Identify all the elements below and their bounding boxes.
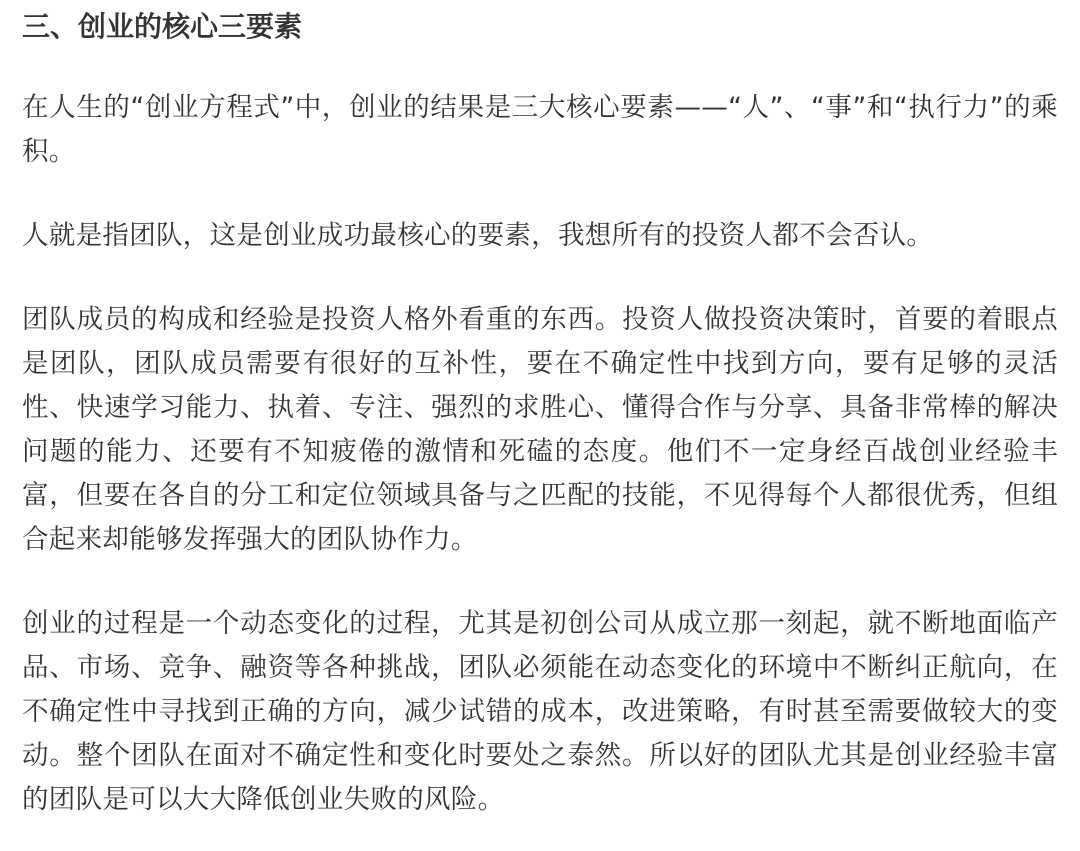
paragraph-1: 在人生的“创业方程式”中，创业的结果是三大核心要素——“人”、“事”和“执行力”的乘积。 xyxy=(22,92,1058,167)
section-heading: 三、创业的核心三要素 xyxy=(22,10,303,43)
article-body xyxy=(22,8,1058,822)
paragraph-3: 团队成员的构成和经验是投资人格外看重的东西。投资人做投资决策时，首要的着眼点是团队，团队成员需要有很好的互补性，要在不确定性中找到方向，要有足够的灵活性、快速学习能力、执着、专注、强烈的求胜心、懂得合作与分享、具备非常棒的解决问题的能力、还要有不知疲倦的激情和死磕的态度。他们不一定身经百战创业经验丰富，但要在各自的分工和定位领域具备与之匹配的技能，不见得每个人都很优秀，但组合起来却能够发挥强大的团队协作力。 xyxy=(22,304,1058,555)
paragraph-2: 人就是指团队，这是创业成功最核心的要素，我想所有的投资人都不会否认。 xyxy=(22,220,934,251)
paragraph-4: 创业的过程是一个动态变化的过程，尤其是初创公司从成立那一刻起，就不断地面临产品、市场、竞争、融资等各种挑战，团队必须能在动态变化的环境中不断纠正航向，在不确定性中寻找到正确的方向，减少试错的成本，改进策略，有时甚至需要做较大的变动。整个团队在面对不确定性和变化时要处之泰然。所以好的团队尤其是创业经验丰富的团队是可以大大降低创业失败的风险。 xyxy=(22,608,1058,815)
